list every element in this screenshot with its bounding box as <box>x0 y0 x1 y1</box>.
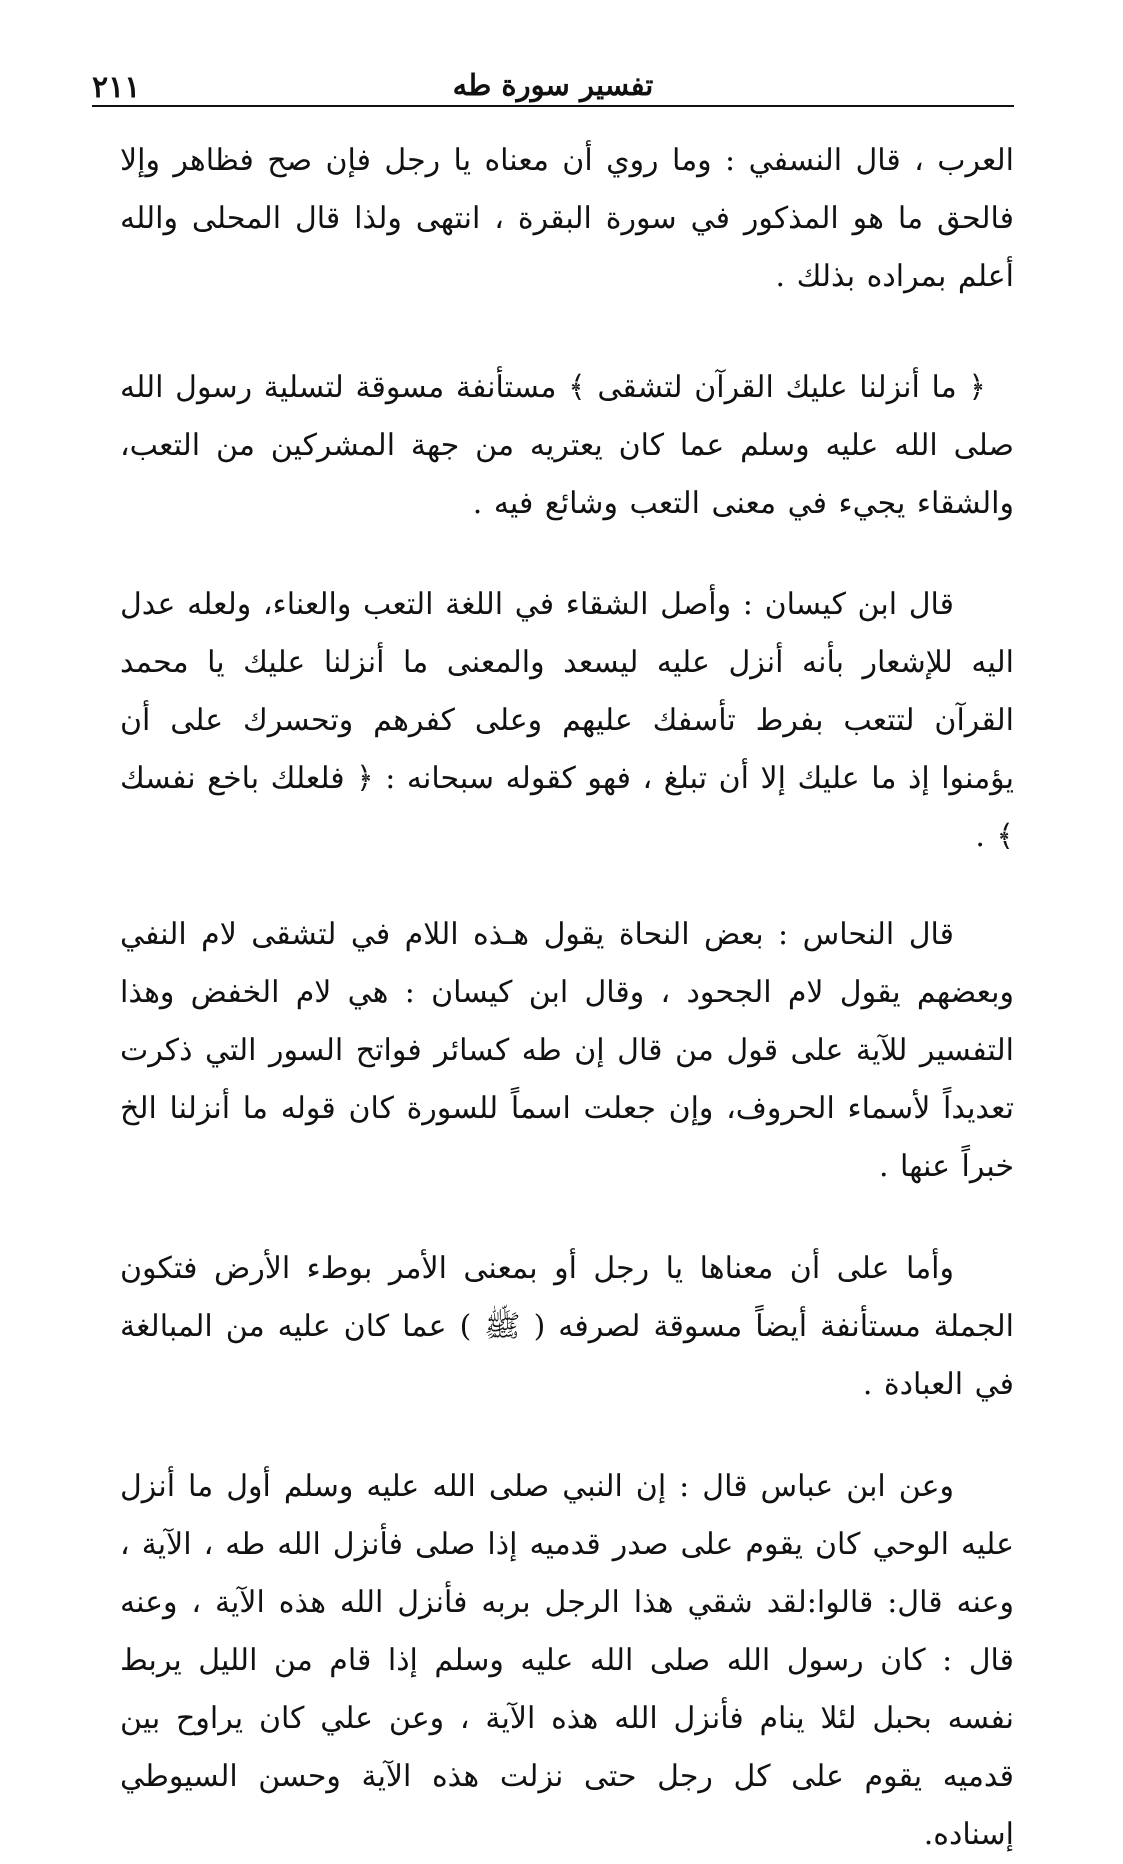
paragraph-6: وعن ابن عباس قال : إن النبي صلى الله عليه وسلم أول ما أنزل عليه الوحي كان يقوم على صدر قدميه إذا صلى فأنزل الله طه ، الآية ، وعنه قال: قالوا:لقد شقي هذا الرجل بربه فأنزل الله هذه الآية ، وعنه قال : كان رسول الله صلى الله عليه وسلم إذا قام من الليل يربط نفسه بحبل لئلا ينام فأنزل الله هذه الآية ، وعن علي كان يراوح بين قدميه يقوم على كل رجل حتى نزلت هذه الآية وحسن السيوطي إسناده. <box>120 1469 1014 1852</box>
running-title: تفسير سورة طه <box>452 68 654 102</box>
page-header <box>92 62 1014 108</box>
page-body <box>120 132 1014 1864</box>
paragraph-1: العرب ، قال النسفي : وما روي أن معناه يا رجل فإن صح فظاهر وإلا فالحق ما هو المذكور في سورة البقرة ، انتهى ولذا قال المحلى والله أعلم بمراده بذلك . <box>120 143 1014 294</box>
paragraph-3: قال ابن كيسان : وأصل الشقاء في اللغة التعب والعناء، ولعله عدل اليه للإشعار بأنه أنزل عليه ليسعد والمعنى ما أنزلنا عليك يا محمد القرآن لتتعب بفرط تأسفك عليهم وعلى كفرهم وتحسرك على أن يؤمنوا إذ ما عليك إلا أن تبلغ ، فهو كقوله سبحانه : ﴿ فلعلك باخع نفسك ﴾ . <box>120 587 1014 854</box>
paragraph-2: ﴿ ما أنزلنا عليك القرآن لتشقى ﴾ مستأنفة مسوقة لتسلية رسول الله صلى الله عليه وسلم عما كان يعتريه من جهة المشركين من التعب، والشقاء يجيء في معنى التعب وشائع فيه . <box>120 370 1014 521</box>
header-rule <box>92 105 1014 107</box>
paragraph-4: قال النحاس : بعض النحاة يقول هـذه اللام في لتشقى لام النفي وبعضهم يقول لام الجحود ، وقال ابن كيسان : هي لام الخفض وهذا التفسير للآية على قول من قال إن طه كسائر فواتح السور التي ذكرت تعديداً لأسماء الحروف، وإن جعلت اسماً للسورة كان قوله ما أنزلنا الخ خبراً عنها . <box>120 917 1014 1184</box>
paragraph-5: وأما على أن معناها يا رجل أو بمعنى الأمر بوطء الأرض فتكون الجملة مستأنفة أيضاً مسوقة لصرفه ( ﷺ ) عما كان عليه من المبالغة في العبادة . <box>120 1251 1014 1402</box>
page-number: ٢١١ <box>92 70 141 105</box>
